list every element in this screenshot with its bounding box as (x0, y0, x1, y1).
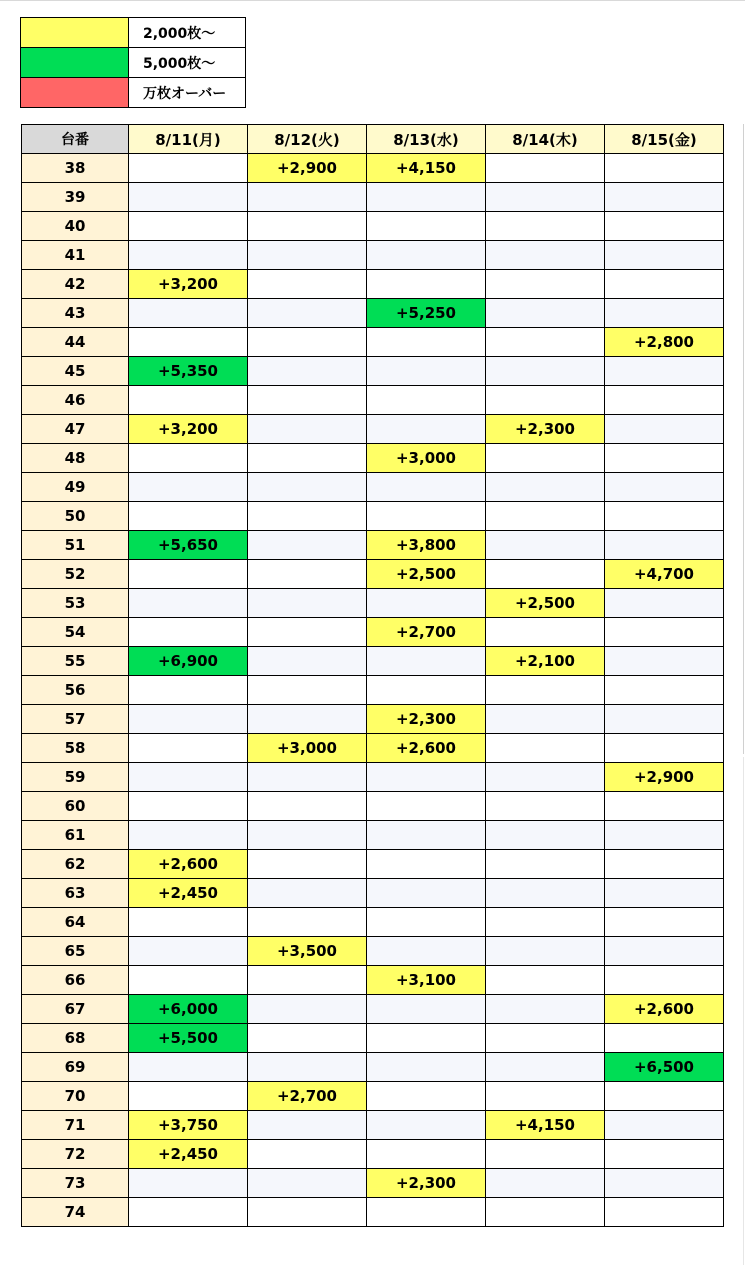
result-cell (605, 473, 724, 502)
result-cell (248, 560, 367, 589)
result-cell (486, 792, 605, 821)
result-cell (486, 328, 605, 357)
result-cell (248, 270, 367, 299)
table-row (22, 1082, 724, 1111)
table-row (22, 1169, 724, 1198)
result-cell (367, 1198, 486, 1227)
machine-number-cell: 61 (22, 821, 129, 850)
table-row (22, 270, 724, 299)
table-row (22, 1024, 724, 1053)
result-cell: +2,500 (486, 589, 605, 618)
result-cell (367, 1053, 486, 1082)
result-cell (248, 357, 367, 386)
result-cell (486, 821, 605, 850)
result-cell (486, 299, 605, 328)
machine-number-cell: 68 (22, 1024, 129, 1053)
result-cell (605, 618, 724, 647)
result-cell (367, 1082, 486, 1111)
result-cell (248, 647, 367, 676)
result-cell (129, 473, 248, 502)
result-cell (605, 444, 724, 473)
result-cell (486, 618, 605, 647)
result-cell: +3,200 (129, 270, 248, 299)
result-cell: +5,500 (129, 1024, 248, 1053)
result-cell (367, 763, 486, 792)
table-row (22, 386, 724, 415)
result-cell (129, 705, 248, 734)
table-row (22, 241, 724, 270)
result-cell (486, 1198, 605, 1227)
result-cell: +3,000 (367, 444, 486, 473)
result-cell (367, 357, 486, 386)
result-cell (605, 676, 724, 705)
result-cell (248, 502, 367, 531)
result-cell: +3,500 (248, 937, 367, 966)
machine-number-cell: 62 (22, 850, 129, 879)
result-cell: +5,350 (129, 357, 248, 386)
right-edge-line (743, 124, 744, 754)
result-cell (486, 734, 605, 763)
result-cell (129, 299, 248, 328)
table-row (22, 473, 724, 502)
legend-row (21, 18, 246, 48)
machine-number-cell: 51 (22, 531, 129, 560)
machine-number-cell: 44 (22, 328, 129, 357)
result-cell (605, 502, 724, 531)
machine-number-cell: 57 (22, 705, 129, 734)
result-cell (129, 966, 248, 995)
machine-number-cell: 60 (22, 792, 129, 821)
result-cell (248, 415, 367, 444)
result-cell: +2,100 (486, 647, 605, 676)
machine-number-cell: 40 (22, 212, 129, 241)
result-cell: +2,900 (605, 763, 724, 792)
result-cell (486, 154, 605, 183)
result-cell: +3,000 (248, 734, 367, 763)
machine-number-cell: 64 (22, 908, 129, 937)
machine-number-cell: 71 (22, 1111, 129, 1140)
result-cell (248, 850, 367, 879)
result-cell (367, 995, 486, 1024)
result-cell (129, 1082, 248, 1111)
result-cell (605, 792, 724, 821)
result-cell (367, 270, 486, 299)
result-cell: +3,100 (367, 966, 486, 995)
result-cell (486, 560, 605, 589)
table-row (22, 821, 724, 850)
result-cell: +2,600 (367, 734, 486, 763)
table-row (22, 1140, 724, 1169)
result-cell (248, 299, 367, 328)
result-cell (367, 241, 486, 270)
result-cell (486, 270, 605, 299)
result-cell (605, 937, 724, 966)
result-cell (486, 1140, 605, 1169)
date-header: 8/15(金) (605, 125, 724, 154)
result-cell: +2,300 (367, 1169, 486, 1198)
table-row (22, 995, 724, 1024)
result-cell: +6,000 (129, 995, 248, 1024)
result-cell: +2,300 (367, 705, 486, 734)
result-cell (605, 212, 724, 241)
result-cell (605, 879, 724, 908)
result-cell (605, 154, 724, 183)
result-cell (248, 444, 367, 473)
table-row (22, 1053, 724, 1082)
result-cell (367, 183, 486, 212)
result-cell (367, 386, 486, 415)
table-row (22, 879, 724, 908)
result-cell (129, 821, 248, 850)
result-cell: +6,500 (605, 1053, 724, 1082)
result-cell (486, 763, 605, 792)
result-cell (129, 676, 248, 705)
result-cell: +4,700 (605, 560, 724, 589)
result-cell: +2,600 (605, 995, 724, 1024)
result-cell: +3,750 (129, 1111, 248, 1140)
table-row (22, 183, 724, 212)
table-row (22, 531, 724, 560)
table-row (22, 415, 724, 444)
result-cell (367, 1111, 486, 1140)
table-row (22, 357, 724, 386)
result-cell: +6,900 (129, 647, 248, 676)
table-row (22, 908, 724, 937)
result-cell (367, 647, 486, 676)
legend-label: 万枚オーバー (129, 78, 246, 108)
result-cell (248, 1111, 367, 1140)
legend-swatch (21, 18, 129, 48)
result-cell (605, 1198, 724, 1227)
result-cell (605, 386, 724, 415)
result-cell (367, 589, 486, 618)
result-cell (486, 705, 605, 734)
machine-number-header: 台番 (22, 125, 129, 154)
table-row (22, 792, 724, 821)
date-header: 8/13(水) (367, 125, 486, 154)
result-cell: +2,700 (367, 618, 486, 647)
machine-number-cell: 41 (22, 241, 129, 270)
result-cell (248, 1169, 367, 1198)
result-cell (605, 850, 724, 879)
table-row (22, 850, 724, 879)
result-cell (129, 386, 248, 415)
result-cell (248, 1024, 367, 1053)
result-cell: +4,150 (367, 154, 486, 183)
result-cell (129, 589, 248, 618)
result-cell (605, 1140, 724, 1169)
result-cell (486, 531, 605, 560)
result-cell (486, 357, 605, 386)
result-cell (605, 734, 724, 763)
date-header: 8/14(木) (486, 125, 605, 154)
result-cell (248, 676, 367, 705)
result-cell (248, 241, 367, 270)
result-cell (605, 966, 724, 995)
result-cell (129, 183, 248, 212)
result-cell (486, 502, 605, 531)
result-cell: +2,450 (129, 879, 248, 908)
result-cell (486, 676, 605, 705)
result-cell (248, 995, 367, 1024)
result-cell (486, 473, 605, 502)
result-cell (129, 908, 248, 937)
result-cell (605, 415, 724, 444)
machine-number-cell: 74 (22, 1198, 129, 1227)
result-cell: +3,200 (129, 415, 248, 444)
machine-number-cell: 58 (22, 734, 129, 763)
machine-number-cell: 38 (22, 154, 129, 183)
result-cell (248, 531, 367, 560)
result-cell: +2,800 (605, 328, 724, 357)
machine-number-cell: 42 (22, 270, 129, 299)
result-cell (248, 1140, 367, 1169)
result-cell (248, 1053, 367, 1082)
result-cell (367, 328, 486, 357)
result-cell (486, 241, 605, 270)
machine-number-cell: 70 (22, 1082, 129, 1111)
result-cell: +5,650 (129, 531, 248, 560)
result-cell (248, 328, 367, 357)
result-cell (605, 647, 724, 676)
table-row (22, 444, 724, 473)
legend-row (21, 48, 246, 78)
result-cell (129, 241, 248, 270)
machine-number-cell: 73 (22, 1169, 129, 1198)
result-cell (367, 908, 486, 937)
result-cell (248, 386, 367, 415)
table-row (22, 647, 724, 676)
result-cell (248, 473, 367, 502)
result-cell (605, 1024, 724, 1053)
result-cell (367, 1140, 486, 1169)
table-row (22, 705, 724, 734)
machine-number-cell: 72 (22, 1140, 129, 1169)
result-cell (367, 676, 486, 705)
result-cell (367, 937, 486, 966)
result-cell (605, 908, 724, 937)
legend-swatch (21, 48, 129, 78)
result-cell (486, 183, 605, 212)
result-cell: +2,450 (129, 1140, 248, 1169)
result-cell: +5,250 (367, 299, 486, 328)
machine-number-cell: 56 (22, 676, 129, 705)
result-cell (248, 589, 367, 618)
result-cell: +2,300 (486, 415, 605, 444)
legend-table (20, 17, 246, 108)
result-cell (367, 821, 486, 850)
result-cell (486, 1082, 605, 1111)
result-cell (486, 1169, 605, 1198)
result-cell (248, 212, 367, 241)
result-cell (248, 1198, 367, 1227)
table-row (22, 937, 724, 966)
result-cell (129, 763, 248, 792)
result-cell (248, 908, 367, 937)
result-cell (129, 937, 248, 966)
result-cell (486, 850, 605, 879)
result-cell (367, 792, 486, 821)
result-cell (129, 1053, 248, 1082)
result-cell (367, 212, 486, 241)
result-cell (486, 212, 605, 241)
machine-number-cell: 46 (22, 386, 129, 415)
machine-number-cell: 48 (22, 444, 129, 473)
machine-number-cell: 47 (22, 415, 129, 444)
result-cell (486, 966, 605, 995)
result-cell: +2,600 (129, 850, 248, 879)
legend-swatch (21, 78, 129, 108)
table-row (22, 502, 724, 531)
result-cell: +2,700 (248, 1082, 367, 1111)
machine-number-cell: 63 (22, 879, 129, 908)
result-cell (129, 560, 248, 589)
machine-number-cell: 66 (22, 966, 129, 995)
result-cell (367, 850, 486, 879)
result-cell (605, 821, 724, 850)
result-cell (248, 705, 367, 734)
result-cell (605, 1111, 724, 1140)
table-row (22, 1198, 724, 1227)
result-cell (605, 531, 724, 560)
result-cell (248, 618, 367, 647)
table-row (22, 154, 724, 183)
result-cell (248, 966, 367, 995)
result-cell (486, 1024, 605, 1053)
result-cell (486, 1053, 605, 1082)
machine-number-cell: 49 (22, 473, 129, 502)
machine-number-cell: 53 (22, 589, 129, 618)
result-cell (605, 1082, 724, 1111)
result-cell (605, 270, 724, 299)
result-cell (248, 879, 367, 908)
result-cell (367, 415, 486, 444)
result-cell (486, 937, 605, 966)
legend-row (21, 78, 246, 108)
result-cell: +2,900 (248, 154, 367, 183)
machine-number-cell: 54 (22, 618, 129, 647)
machine-number-cell: 65 (22, 937, 129, 966)
result-cell (486, 386, 605, 415)
result-cell (486, 995, 605, 1024)
table-row (22, 734, 724, 763)
machine-number-cell: 39 (22, 183, 129, 212)
result-cell (486, 908, 605, 937)
result-cell (605, 241, 724, 270)
result-cell (605, 589, 724, 618)
result-cell (248, 183, 367, 212)
result-cell: +4,150 (486, 1111, 605, 1140)
result-cell (129, 792, 248, 821)
result-cell (605, 183, 724, 212)
machine-number-cell: 69 (22, 1053, 129, 1082)
table-row (22, 966, 724, 995)
table-row (22, 328, 724, 357)
machine-number-cell: 52 (22, 560, 129, 589)
table-row (22, 676, 724, 705)
result-cell (248, 821, 367, 850)
result-cell (248, 763, 367, 792)
machine-number-cell: 67 (22, 995, 129, 1024)
result-cell: +3,800 (367, 531, 486, 560)
date-header: 8/12(火) (248, 125, 367, 154)
machine-number-cell: 45 (22, 357, 129, 386)
table-row (22, 1111, 724, 1140)
machine-number-cell: 43 (22, 299, 129, 328)
result-cell (129, 1198, 248, 1227)
result-cell (129, 734, 248, 763)
result-cell (605, 705, 724, 734)
result-cell (129, 212, 248, 241)
result-cell (605, 357, 724, 386)
result-cell (486, 879, 605, 908)
table-row (22, 589, 724, 618)
result-cell (129, 154, 248, 183)
machine-number-cell: 50 (22, 502, 129, 531)
result-cell (605, 1169, 724, 1198)
result-cell (367, 502, 486, 531)
legend-label: 2,000枚～ (129, 18, 246, 48)
result-cell (486, 444, 605, 473)
date-header: 8/11(月) (129, 125, 248, 154)
table-row (22, 299, 724, 328)
table-row (22, 618, 724, 647)
machine-number-cell: 59 (22, 763, 129, 792)
result-cell (129, 502, 248, 531)
table-row (22, 763, 724, 792)
result-cell (129, 328, 248, 357)
result-cell (367, 473, 486, 502)
machine-number-cell: 55 (22, 647, 129, 676)
result-cell (605, 299, 724, 328)
result-cell (248, 792, 367, 821)
table-row (22, 212, 724, 241)
result-cell (367, 1024, 486, 1053)
header-row (22, 125, 724, 154)
result-cell (367, 879, 486, 908)
legend-label: 5,000枚～ (129, 48, 246, 78)
result-cell (129, 444, 248, 473)
result-cell (129, 1169, 248, 1198)
result-cell: +2,500 (367, 560, 486, 589)
result-cell (129, 618, 248, 647)
table-row (22, 560, 724, 589)
right-edge-line (743, 757, 744, 1265)
results-table (21, 124, 724, 1227)
